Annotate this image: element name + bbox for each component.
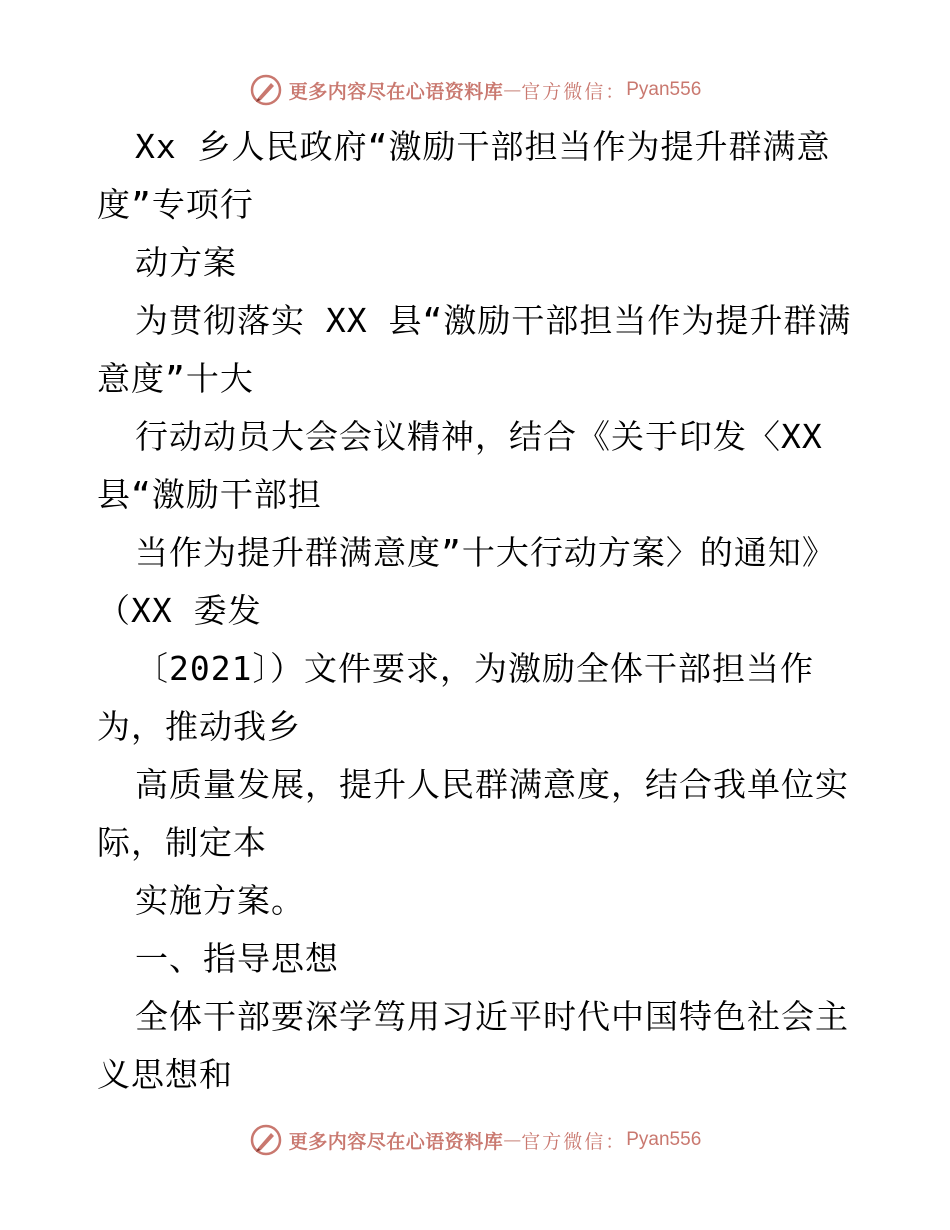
document-line: 义思想和: [97, 1055, 233, 1094]
watermark-wechat-label: 官方微信：: [521, 1130, 627, 1153]
document-line: 县“激励干部担: [97, 475, 322, 514]
document-line: 实施方案。: [135, 881, 305, 920]
footer-watermark: [0, 1120, 950, 1160]
document-line: 为，推动我乡: [97, 707, 301, 746]
document-line: 际，制定本: [97, 823, 267, 862]
document-line: 高质量发展，提升人民群满意度，结合我单位实: [135, 765, 849, 804]
watermark-wechat-label: 官方微信：: [521, 80, 627, 103]
document-line: 行动动员大会会议精神，结合《关于印发〈XX: [135, 417, 823, 456]
watermark-site-text: 更多内容尽在心语资料库: [288, 1130, 504, 1153]
watermark-wechat-id: Pyan556: [626, 79, 702, 100]
document-line: 为贯彻落实 XX 县“激励干部担当作为提升群满: [135, 301, 852, 340]
pen-logo-icon: [249, 1123, 283, 1157]
document-line: 〔2021〕）文件要求，为激励全体干部担当作: [135, 649, 814, 688]
document-line: （XX 委发: [97, 591, 262, 630]
document-line: 动方案: [135, 243, 237, 282]
document-line: 一、指导思想: [135, 939, 339, 978]
watermark-separator: —: [503, 1129, 522, 1151]
document-line: 全体干部要深学笃用习近平时代中国特色社会主: [135, 997, 849, 1036]
document-line: 当作为提升群满意度”十大行动方案〉的通知》: [135, 533, 836, 572]
document-line: 度”专项行: [97, 185, 254, 224]
document-line: 意度”十大: [97, 359, 254, 398]
document-line: Xx 乡人民政府“激励干部担当作为提升群满意: [135, 127, 831, 166]
document-body: [97, 118, 857, 1104]
watermark-wechat-id: Pyan556: [626, 1129, 702, 1150]
header-watermark: [0, 70, 950, 110]
watermark-separator: —: [503, 79, 522, 101]
watermark-site-text: 更多内容尽在心语资料库: [288, 80, 504, 103]
pen-logo-icon: [249, 73, 283, 107]
